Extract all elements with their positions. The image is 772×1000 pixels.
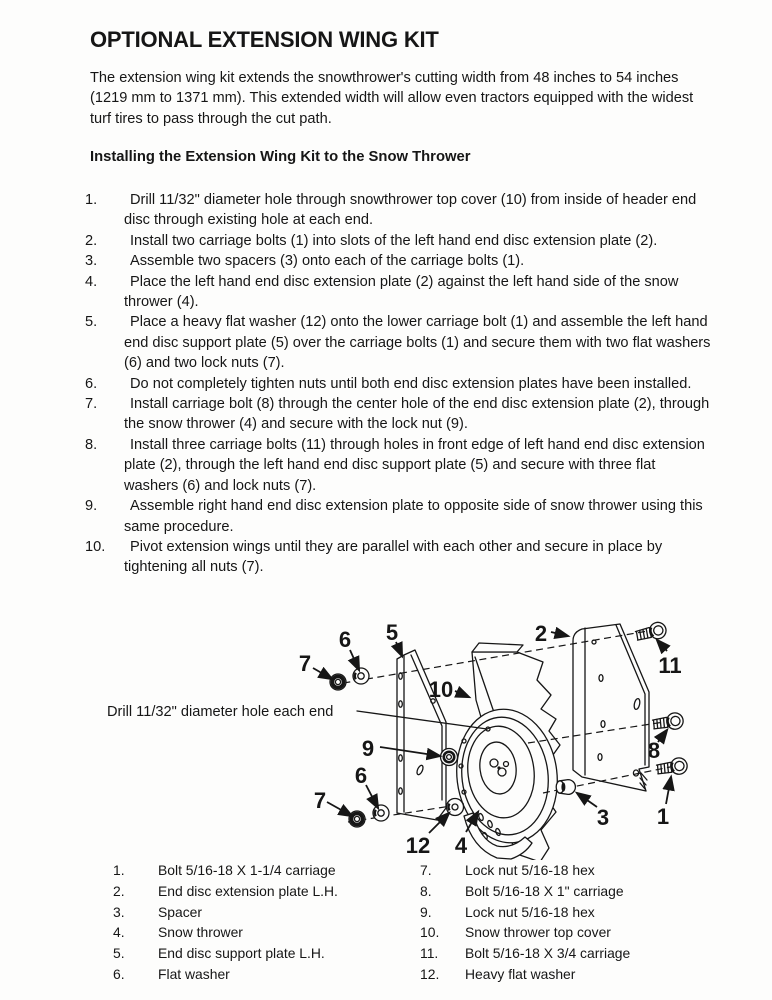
part-name: Flat washer bbox=[158, 965, 230, 982]
lock-nut-7-top-glyph bbox=[330, 674, 346, 690]
section-heading: Installing the Extension Wing Kit to the Snow Thrower bbox=[90, 149, 471, 165]
part-item bbox=[420, 881, 630, 902]
step-text: Drill 11/32" diameter hole through snowthrower top cover (10) from inside of header end disc through existing hole at each end. bbox=[124, 192, 697, 229]
step-number: 8. bbox=[85, 436, 98, 453]
page-title: OPTIONAL EXTENSION WING KIT bbox=[90, 27, 439, 52]
parts-list bbox=[0, 858, 772, 990]
step-number: 6. bbox=[85, 375, 98, 392]
step-text: Install two carriage bolts (1) into slots of the left hand end disc extension plate (2). bbox=[130, 232, 658, 249]
heavy-flat-washer-12-glyph bbox=[447, 799, 464, 816]
callout-label-4: 4 bbox=[454, 833, 468, 858]
part-name: Bolt 5/16-18 X 1" carriage bbox=[465, 882, 624, 899]
step-text: Install carriage bolt (8) through the center hole of the end disc extension plate (2), through the snow thrower (4) and secure with the lock nut (9). bbox=[124, 396, 710, 433]
callout-label-7-bottom: 7 bbox=[313, 788, 327, 813]
part-name: Heavy flat washer bbox=[465, 965, 576, 982]
snow-thrower-drawing bbox=[449, 643, 565, 860]
exploded-parts-diagram bbox=[0, 598, 772, 860]
part-name: Bolt 5/16-18 X 3/4 carriage bbox=[465, 945, 631, 962]
step-number: 3. bbox=[85, 253, 98, 270]
instruction-step bbox=[85, 312, 713, 373]
step-number: 2. bbox=[85, 232, 98, 249]
part-name: Bolt 5/16-18 X 1-1/4 carriage bbox=[158, 862, 336, 878]
lock-nut-9-glyph bbox=[441, 749, 458, 766]
instruction-step bbox=[85, 251, 713, 271]
callout-label-3: 3 bbox=[596, 805, 610, 830]
instruction-step bbox=[85, 496, 713, 537]
callout-label-6-top: 6 bbox=[338, 627, 352, 652]
step-text: Place a heavy flat washer (12) onto the lower carriage bolt (1) and assemble the left hand end disc support plate (5) over the carriage bolts (1) and secure them with two flat washers (6) and two lock nuts (7). bbox=[124, 314, 711, 372]
part-number: 5. bbox=[113, 945, 125, 962]
support-plate-5-drawing bbox=[397, 650, 446, 820]
flat-washer-6-top-glyph bbox=[353, 668, 369, 684]
step-number: 4. bbox=[85, 273, 98, 290]
step-text: Install three carriage bolts (11) through holes in front edge of left hand end disc extension plate (2), through the left hand end disc support plate (5) and secure with three flat washers (6) and lock nuts (7). bbox=[124, 436, 705, 494]
part-number: 1. bbox=[113, 862, 125, 878]
step-number: 5. bbox=[85, 314, 98, 331]
part-item bbox=[420, 922, 630, 943]
exploded-diagram-drawing bbox=[0, 598, 772, 860]
step-text: Place the left hand end disc extension plate (2) against the left hand side of the snow thrower (4). bbox=[124, 273, 679, 311]
part-item bbox=[113, 902, 338, 923]
instruction-step bbox=[85, 272, 713, 313]
part-number: 11. bbox=[420, 945, 439, 962]
instruction-step bbox=[85, 231, 713, 251]
part-number: 7. bbox=[420, 862, 432, 878]
instruction-step bbox=[85, 435, 713, 496]
callout-label-7-top: 7 bbox=[298, 651, 312, 676]
step-number: 1. bbox=[85, 192, 98, 208]
part-item bbox=[113, 881, 338, 902]
part-item bbox=[113, 964, 338, 985]
part-item bbox=[420, 902, 630, 923]
parts-column-right bbox=[420, 860, 630, 985]
callout-label-5: 5 bbox=[385, 620, 399, 645]
callout-label-9: 9 bbox=[361, 736, 375, 761]
part-item bbox=[113, 943, 338, 964]
carriage-bolt-8-glyph bbox=[652, 712, 684, 733]
lock-nut-7-bottom-glyph bbox=[349, 811, 365, 827]
instruction-step bbox=[85, 374, 713, 394]
part-number: 10. bbox=[420, 924, 440, 941]
step-text: Do not completely tighten nuts until both end disc extension plates have been installed. bbox=[130, 375, 692, 392]
step-number: 7. bbox=[85, 396, 98, 413]
part-name: Spacer bbox=[158, 903, 203, 920]
part-name: Snow thrower bbox=[158, 924, 243, 941]
callout-label-8: 8 bbox=[647, 738, 661, 763]
instruction-step bbox=[85, 537, 713, 578]
callout-label-11: 11 bbox=[658, 653, 682, 678]
step-number: 10. bbox=[85, 538, 106, 555]
part-number: 12. bbox=[420, 965, 440, 982]
spacer-3-glyph bbox=[556, 780, 575, 795]
drill-note-text: Drill 11/32" diameter hole each end bbox=[107, 704, 334, 720]
part-item bbox=[420, 943, 630, 964]
step-text: Pivot extension wings until they are parallel with each other and secure in place by tightening all nuts (7). bbox=[124, 538, 663, 576]
step-number: 9. bbox=[85, 498, 98, 515]
extension-plate-2-drawing bbox=[573, 624, 649, 791]
step-text: Assemble two spacers (3) onto each of the carriage bolts (1). bbox=[130, 253, 525, 270]
callout-label-12: 12 bbox=[405, 833, 431, 858]
callout-label-1: 1 bbox=[656, 804, 670, 829]
part-name: Snow thrower top cover bbox=[465, 924, 611, 941]
flat-washer-6-bottom-glyph bbox=[373, 805, 389, 821]
callout-label-2: 2 bbox=[534, 621, 548, 646]
part-name: Lock nut 5/16-18 hex bbox=[465, 862, 595, 878]
part-name: Lock nut 5/16-18 hex bbox=[465, 903, 595, 920]
carriage-bolt-11-glyph bbox=[634, 621, 667, 644]
part-number: 9. bbox=[420, 903, 432, 920]
part-number: 2. bbox=[113, 882, 125, 899]
step-text: Assemble right hand end disc extension plate to opposite side of snow thrower using this same procedure. bbox=[124, 498, 703, 535]
part-item bbox=[420, 964, 630, 985]
part-name: End disc support plate L.H. bbox=[158, 945, 325, 962]
instruction-step bbox=[85, 190, 713, 231]
part-item bbox=[113, 860, 338, 881]
callout-label-6-bottom: 6 bbox=[354, 763, 368, 788]
part-number: 4. bbox=[113, 924, 125, 941]
part-number: 3. bbox=[113, 903, 125, 920]
part-number: 8. bbox=[420, 882, 432, 899]
intro-paragraph: The extension wing kit extends the snowthrower's cutting width from 48 inches to 54 inches (1219 mm to 1371 mm). This extended width will allow even tractors equipped with the widest turf tires to pass through the cut path. bbox=[90, 70, 694, 127]
instruction-list bbox=[85, 190, 713, 578]
instruction-step bbox=[85, 394, 713, 435]
carriage-bolt-1-glyph bbox=[656, 757, 688, 778]
part-item bbox=[113, 922, 338, 943]
part-name: End disc extension plate L.H. bbox=[158, 882, 338, 899]
part-number: 6. bbox=[113, 965, 125, 982]
callout-label-10: 10 bbox=[428, 677, 454, 702]
part-item bbox=[420, 860, 630, 881]
parts-column-left bbox=[113, 860, 338, 985]
